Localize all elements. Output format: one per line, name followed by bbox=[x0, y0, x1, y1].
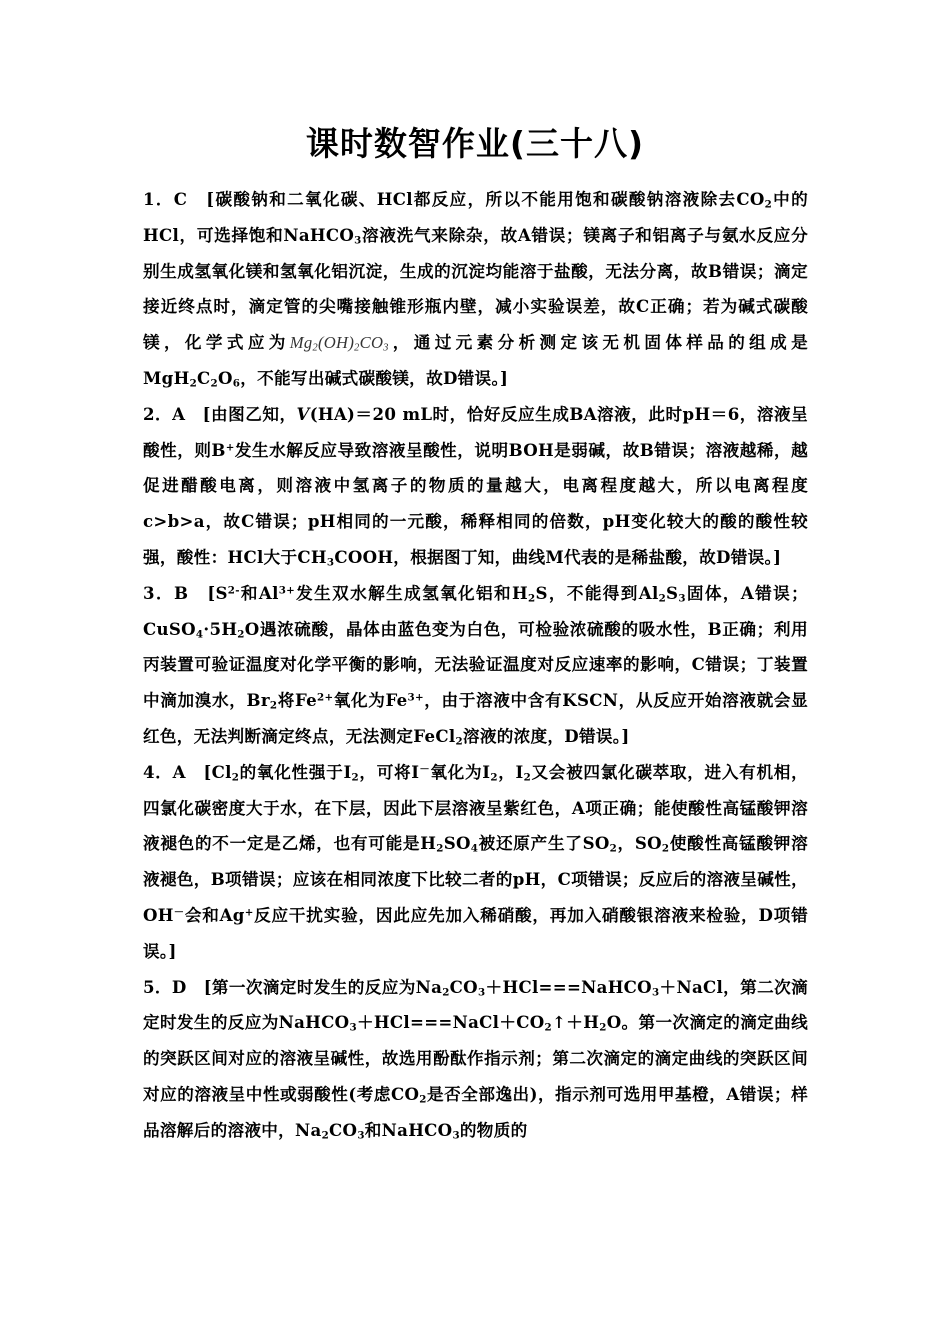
item-number: 3． bbox=[143, 582, 174, 603]
item-number: 2． bbox=[143, 403, 173, 424]
item-answer: B bbox=[173, 582, 189, 603]
item-answer: C bbox=[173, 189, 188, 209]
item-answer: D bbox=[171, 976, 187, 997]
page-title: 课时数智作业(三十八) bbox=[305, 124, 645, 163]
answer-item-4: 4．A [$Cl_2$的氧化性强于$I_2$，可将I－氧化为$I_2$，$I_2$又会被四氯化碳萃取，进入有机相，四氯化碳密度大于水，在下层，因此下层溶液呈紫红色，A项正确；能使酸性高锰酸钾溶液褪色的不一定是乙烯，也有可能是$H_2SO_4$被还原产生了$SO_2$，$SO_2$使酸性高锰酸钾溶液褪色，B项错误；应该在相同浓度下比较二者的pH，C项错误；反应后的溶液呈碱性，OH－会和Ag+反应干扰实验，因此应先加入稀硝酸，再加入硝酸银溶液来检验，D项错误。] bbox=[143, 761, 809, 961]
answer-item-2: 2．A [由图乙知，V(HA)＝20 mL时，恰好反应生成BA溶液，此时pH＝6，溶液呈酸性，则B+发生水解反应导致溶液呈酸性，说明BOH是弱碱，故B错误；溶液越稀，越促进醋酸电离，则溶液中氢离子的物质的量越大，电离程度越大，所以电离程度c>b>a，故C错误；pH相同的一元酸，稀释相同的倍数，pH变化较大的酸的酸性较强，酸性：HCl大于$CH_3COOH$，根据图丁知，曲线M代表的是稀盐酸，故D错误。] bbox=[143, 403, 808, 569]
answer-item-3: 3．B [$S^{2-}$和$Al^{3+}$发生双水解生成氢氧化铝和$H_2S$，不能得到$Al_2S_3$固体，A错误；$CuSO_4\cdot 5H_2O$遇浓硫酸，晶体由蓝色变为白色，可检验浓硫酸的吸水性，B正确；利用丙装置可验证温度对化学平衡的影响，无法验证温度对反应速率的影响，C错误；丁装置中滴加溴水，$Br_2$将$Fe^{2+}$氧化为$Fe^{3+}$，由于溶液中含有KSCN，从反应开始溶液就会显红色，无法判断滴定终点，无法测定FeCl$_2$溶液的浓度，D错误。] bbox=[143, 582, 808, 748]
item-number: 4． bbox=[143, 761, 173, 782]
item-answer: A bbox=[172, 403, 186, 424]
answer-item-5: 5．D [第一次滴定时发生的反应为$Na_2CO_3+HCl===NaHCO_3+NaCl$，第二次滴定时发生的反应为$NaHCO_3+HCl===NaCl+CO_2↑+H_2O$。第一次滴定的滴定曲线的突跃区间对应的溶液呈碱性，故选用酚酞作指示剂；第二次滴定的滴定曲线的突跃区间对应的溶液呈中性或弱酸性(考虑$CO_2$是否全部逸出)，指示剂可选用甲基橙，A错误；样品溶解后的溶液中，$Na_2CO_3$和NaHCO$_3$的物质的 bbox=[143, 976, 808, 1142]
answer-list bbox=[143, 182, 808, 1149]
item-number: 1． bbox=[143, 189, 174, 209]
item-answer: A bbox=[172, 761, 186, 782]
formula-mg2oh2co3: $Mg_2(OH)_2CO_3$ bbox=[289, 333, 389, 354]
item-number: 5． bbox=[143, 976, 172, 997]
answer-item-1: 1．C [碳酸钠和二氧化碳、HCl都反应，所以不能用饱和碳酸钠溶液除去$CO_2$中的HCl，可选择饱和NaHCO$_3$溶液洗气来除杂，故A错误；镁离子和铝离子与氨水反应分别生成氢氧化镁和氢氧化铝沉淀，生成的沉淀均能溶于盐酸，无法分离，故B错误；滴定接近终点时，滴定管的尖嘴接触锥形瓶内壁，减小实验误差，故C正确；若为碱式碳酸镁，化学式应为$Mg_2(OH)_2CO_3$，通过元素分析测定该无机固体样品的组成是$MgH_2C_2O_6$，不能写出碱式碳酸镁，故D错误。] bbox=[143, 189, 808, 390]
